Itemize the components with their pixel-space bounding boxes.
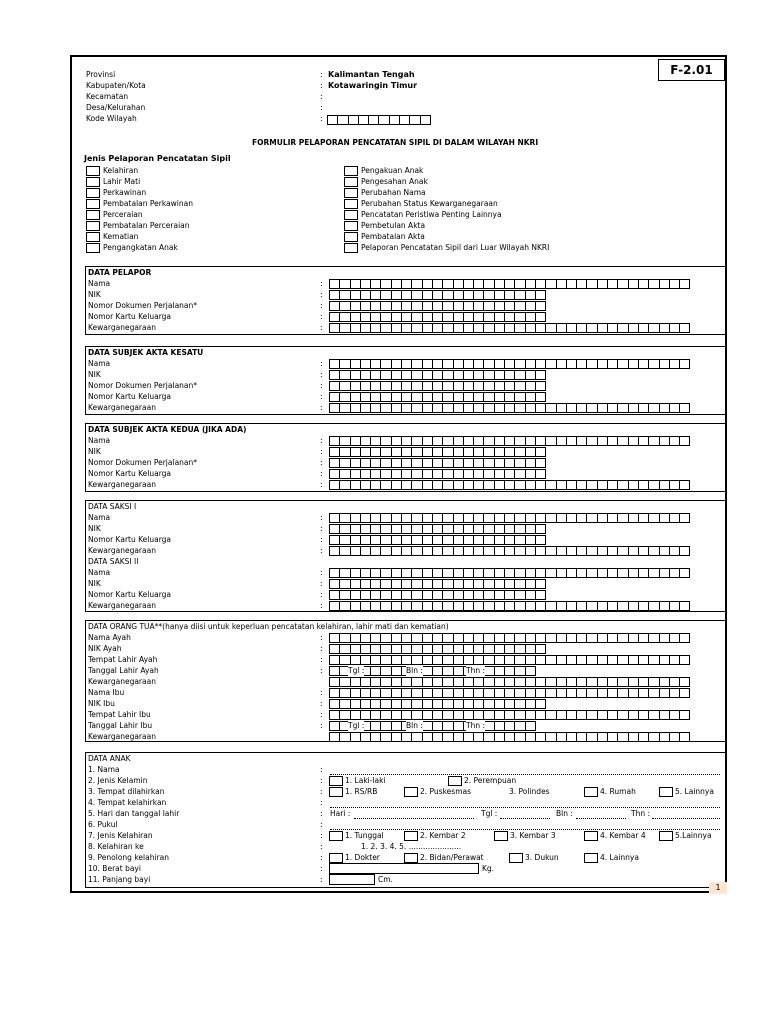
field-label: Kewarganegaraan <box>88 403 156 412</box>
jenis-kelahiran-checkbox[interactable] <box>329 831 343 841</box>
field-label: Kewarganegaraan <box>88 601 156 610</box>
header-label: Kabupaten/Kota <box>86 81 146 90</box>
colon: : <box>320 103 323 112</box>
penolong-checkbox[interactable] <box>329 853 343 863</box>
jenis-checkbox[interactable] <box>344 232 358 242</box>
field-grid[interactable] <box>329 279 689 288</box>
field-label: 5. Hari dan tanggal lahir <box>88 809 180 818</box>
grid-cell[interactable] <box>525 666 536 676</box>
field-label: Kewarganegaraan <box>88 480 156 489</box>
jenis-label: Pengesahan Anak <box>361 177 428 186</box>
tempat-checkbox[interactable] <box>329 787 343 797</box>
field-grid[interactable] <box>329 458 545 467</box>
colon: : <box>320 524 323 533</box>
subjek2-section <box>85 423 726 492</box>
field-label: 6. Pukul <box>88 820 118 829</box>
grid-cell[interactable] <box>679 436 690 446</box>
field-grid[interactable] <box>329 677 689 686</box>
colon: : <box>320 290 323 299</box>
jenis-checkbox[interactable] <box>344 188 358 198</box>
thn-dots[interactable] <box>652 810 720 819</box>
grid-cell[interactable] <box>679 568 690 578</box>
field-grid[interactable] <box>329 370 545 379</box>
tgl-label: Tgl : <box>348 721 365 730</box>
field-label: Nomor Kartu Keluarga <box>88 392 172 401</box>
grid-cell[interactable] <box>420 115 431 125</box>
jenis-checkbox[interactable] <box>86 166 100 176</box>
field-label: NIK <box>88 579 101 588</box>
form-code-box <box>658 59 725 81</box>
tgl-label: Tgl : <box>481 809 498 818</box>
jenis-kelahiran-checkbox[interactable] <box>659 831 673 841</box>
jenis-checkbox[interactable] <box>86 243 100 253</box>
jenis-checkbox[interactable] <box>344 199 358 209</box>
field-label: Nomor Kartu Keluarga <box>88 535 172 544</box>
jenis-label: Pengakuan Anak <box>361 166 424 175</box>
colon: : <box>320 513 323 522</box>
penolong-option: 4. Lainnya <box>600 853 639 862</box>
field-label: Nomor Kartu Keluarga <box>88 469 172 478</box>
field-label: Tanggal Lahir Ayah <box>88 666 159 675</box>
field-label: 11. Panjang bayi <box>88 875 151 884</box>
tempat-option: 4. Rumah <box>600 787 636 796</box>
field-label: Nama <box>88 513 111 522</box>
jenis-checkbox[interactable] <box>344 177 358 187</box>
header-label: Provinsi <box>86 70 116 79</box>
field-label: 9. Penolong kelahiran <box>88 853 169 862</box>
jenis-title: Jenis Pelaporan Pencatatan Sipil <box>84 154 231 163</box>
grid-cell[interactable] <box>535 458 546 468</box>
penolong-option: 1. Dokter <box>345 853 380 862</box>
hari-dots[interactable] <box>354 810 474 819</box>
subjek2-title: DATA SUBJEK AKTA KEDUA (JIKA ADA) <box>88 425 247 434</box>
jk-checkbox-2[interactable] <box>448 776 462 786</box>
colon: : <box>320 765 323 774</box>
tempat-option: 2. Puskesmas <box>420 787 471 796</box>
field-label: Kewarganegaraan <box>88 732 156 741</box>
colon: : <box>320 809 323 818</box>
jenis-checkbox[interactable] <box>86 221 100 231</box>
kode-wilayah-grid[interactable] <box>327 115 430 124</box>
page-number-box <box>709 882 727 894</box>
jenis-kelahiran-option: 3. Kembar 3 <box>510 831 556 840</box>
colon: : <box>320 688 323 697</box>
jenis-checkbox[interactable] <box>344 221 358 231</box>
colon: : <box>320 787 323 796</box>
thn-label: Thn : <box>631 809 650 818</box>
colon: : <box>320 875 323 884</box>
grid-cell[interactable] <box>679 403 690 413</box>
field-label: NIK <box>88 524 101 533</box>
jenis-checkbox[interactable] <box>86 232 100 242</box>
jenis-label: Kelahiran <box>103 166 139 175</box>
penolong-checkbox[interactable] <box>404 853 418 863</box>
field-grid[interactable] <box>329 312 545 321</box>
grid-cell[interactable] <box>679 710 690 720</box>
colon: : <box>320 699 323 708</box>
jenis-kelahiran-option: 4. Kembar 4 <box>600 831 646 840</box>
field-label: NIK <box>88 370 101 379</box>
jenis-kelahiran-checkbox[interactable] <box>494 831 508 841</box>
grid-cell[interactable] <box>679 546 690 556</box>
bln-dots[interactable] <box>576 810 626 819</box>
field-grid[interactable] <box>329 323 689 332</box>
berat-input[interactable] <box>329 863 479 874</box>
colon: : <box>320 279 323 288</box>
field-grid[interactable] <box>329 732 689 741</box>
colon: : <box>320 655 323 664</box>
colon: : <box>320 381 323 390</box>
field-grid[interactable] <box>329 524 545 533</box>
colon: : <box>320 70 323 79</box>
field-grid[interactable] <box>329 392 545 401</box>
field-grid[interactable] <box>329 359 689 368</box>
jenis-label: Pembatalan Perkawinan <box>103 199 193 208</box>
header-value[interactable]: Kotawaringin Timur <box>328 81 418 90</box>
orangtua-section <box>85 620 726 742</box>
colon: : <box>320 447 323 456</box>
tempat-checkbox[interactable] <box>404 787 418 797</box>
penolong-checkbox[interactable] <box>584 853 598 863</box>
bln-label: Bln : <box>406 666 423 675</box>
tempat-option: 5. Lainnya <box>675 787 714 796</box>
field-label: NIK Ayah <box>88 644 122 653</box>
jenis-label: Pembatalan Akta <box>361 232 425 241</box>
grid-cell[interactable] <box>679 279 690 289</box>
field-grid[interactable] <box>329 436 689 445</box>
colon: : <box>320 633 323 642</box>
jenis-label: Perubahan Status Kewarganegaraan <box>361 199 498 208</box>
header-value[interactable]: Kalimantan Tengah <box>328 70 415 79</box>
field-grid[interactable] <box>329 513 689 522</box>
jenis-checkbox[interactable] <box>344 210 358 220</box>
tempat-checkbox[interactable] <box>659 787 673 797</box>
colon: : <box>320 590 323 599</box>
jenis-kelahiran-option: 2. Kembar 2 <box>420 831 466 840</box>
colon: : <box>320 831 323 840</box>
field-grid[interactable] <box>329 546 689 555</box>
grid-cell[interactable] <box>679 480 690 490</box>
field-grid[interactable] <box>329 633 689 642</box>
field-label: 10. Berat bayi <box>88 864 141 873</box>
grid-cell[interactable] <box>535 579 546 589</box>
bln-label: Bln : <box>406 721 423 730</box>
colon: : <box>320 601 323 610</box>
colon: : <box>320 81 323 90</box>
grid-cell[interactable] <box>535 301 546 311</box>
jenis-label: Pengangkatan Anak <box>103 243 178 252</box>
pukul-dots[interactable] <box>330 821 720 830</box>
field-grid[interactable] <box>329 535 545 544</box>
colon: : <box>320 480 323 489</box>
colon: : <box>320 776 323 785</box>
subjek1-title: DATA SUBJEK AKTA KESATU <box>88 348 204 357</box>
jenis-label: Perubahan Nama <box>361 188 426 197</box>
tgl-label: Tgl : <box>348 666 365 675</box>
colon: : <box>320 312 323 321</box>
saksi2-title: DATA SAKSI II <box>88 557 139 566</box>
field-label: Kewarganegaraan <box>88 677 156 686</box>
penolong-checkbox[interactable] <box>509 853 523 863</box>
colon: : <box>320 392 323 401</box>
field-label: NIK <box>88 290 101 299</box>
field-grid[interactable] <box>329 381 545 390</box>
colon: : <box>320 92 323 101</box>
field-label: Nama <box>88 436 111 445</box>
thn-label: Thn : <box>466 721 485 730</box>
colon: : <box>320 721 323 730</box>
jenis-checkbox[interactable] <box>344 166 358 176</box>
jenis-checkbox[interactable] <box>86 199 100 209</box>
grid-cell[interactable] <box>679 633 690 643</box>
field-grid[interactable] <box>329 579 545 588</box>
field-label: Nama Ayah <box>88 633 131 642</box>
grid-cell[interactable] <box>535 535 546 545</box>
grid-cell[interactable] <box>679 601 690 611</box>
colon: : <box>320 436 323 445</box>
thn-label: Thn : <box>466 666 485 675</box>
tempat-option: 3. Polindes <box>509 787 550 796</box>
form-title: FORMULIR PELAPORAN PENCATATAN SIPIL DI DALAM WILAYAH NKRI <box>252 138 539 147</box>
field-label: Nomor Kartu Keluarga <box>88 312 172 321</box>
pelapor-section <box>85 266 726 335</box>
colon: : <box>320 535 323 544</box>
field-label: 1. Nama <box>88 765 120 774</box>
jenis-label: Pembatalan Perceraian <box>103 221 190 230</box>
colon: : <box>320 644 323 653</box>
jenis-checkbox[interactable] <box>86 210 100 220</box>
jenis-label: Pelaporan Pencatatan Sipil dari Luar Wilayah NKRI <box>361 243 550 252</box>
jenis-kelahiran-checkbox[interactable] <box>404 831 418 841</box>
grid-cell[interactable] <box>535 699 546 709</box>
field-grid[interactable] <box>329 710 689 719</box>
field-label: NIK Ibu <box>88 699 115 708</box>
colon: : <box>320 458 323 467</box>
form-page <box>70 55 727 893</box>
header-label: Kode Wilayah <box>86 114 137 123</box>
colon: : <box>320 798 323 807</box>
header-label: Kecamatan <box>86 92 129 101</box>
jk-option-2: 2. Perempuan <box>464 776 517 785</box>
panjang-input[interactable] <box>329 874 375 885</box>
grid-cell[interactable] <box>535 392 546 402</box>
field-label: Nama <box>88 359 111 368</box>
field-grid[interactable] <box>329 699 545 708</box>
field-label: 4. Tempat kelahirkan <box>88 798 167 807</box>
jenis-kelahiran-option: 5.Lainnya <box>675 831 712 840</box>
orangtua-title: DATA ORANG TUA**(hanya diisi untuk keperluan pencatatan kelahiran, lahir mati dan kematian) <box>88 622 449 631</box>
colon: : <box>320 469 323 478</box>
colon: : <box>320 710 323 719</box>
field-grid[interactable] <box>329 290 545 299</box>
jenis-kelahiran-checkbox[interactable] <box>584 831 598 841</box>
colon: : <box>320 864 323 873</box>
hari-label: Hari : <box>330 809 351 818</box>
field-label: Tanggal Lahir Ibu <box>88 721 153 730</box>
jk-checkbox-1[interactable] <box>329 776 343 786</box>
field-grid[interactable] <box>329 590 545 599</box>
field-label: Nama <box>88 568 111 577</box>
tempat-checkbox[interactable] <box>584 787 598 797</box>
colon: : <box>320 323 323 332</box>
grid-cell[interactable] <box>535 312 546 322</box>
grid-cell[interactable] <box>535 370 546 380</box>
jenis-checkbox[interactable] <box>344 243 358 253</box>
jenis-kelahiran-option: 1. Tunggal <box>345 831 384 840</box>
field-label: 2. Jenis Kelamin <box>88 776 148 785</box>
field-label: Nomor Dokumen Perjalanan* <box>88 458 198 467</box>
grid-cell[interactable] <box>679 655 690 665</box>
jenis-label: Kematian <box>103 232 139 241</box>
subjek1-section <box>85 346 726 415</box>
field-label: 3. Tempat dilahirkan <box>88 787 165 796</box>
cm-label: Cm. <box>378 875 393 884</box>
field-grid[interactable] <box>329 601 689 610</box>
colon: : <box>320 114 323 123</box>
grid-cell[interactable] <box>535 381 546 391</box>
jenis-checkbox[interactable] <box>86 188 100 198</box>
nama-dots[interactable] <box>330 766 720 775</box>
field-label: NIK <box>88 447 101 456</box>
colon: : <box>320 579 323 588</box>
grid-cell[interactable] <box>679 732 690 742</box>
field-label: Kewarganegaraan <box>88 323 156 332</box>
page-number: 1 <box>715 883 721 892</box>
header-label: Desa/Kelurahan <box>86 103 146 112</box>
colon: : <box>320 853 323 862</box>
field-label: Kewarganegaraan <box>88 546 156 555</box>
kelahiran-ke-options: 1. 2. 3. 4. 5. ...................... <box>361 842 462 851</box>
jenis-label: Pembetulan Akta <box>361 221 426 230</box>
field-label: Nomor Dokumen Perjalanan* <box>88 381 198 390</box>
field-label: Tempat Lahir Ibu <box>88 710 151 719</box>
grid-cell[interactable] <box>525 721 536 731</box>
jenis-label: Perceraian <box>103 210 143 219</box>
jenis-label: Perkawinan <box>103 188 147 197</box>
field-grid[interactable] <box>329 655 689 664</box>
field-grid[interactable] <box>329 644 545 653</box>
pelapor-title: DATA PELAPOR <box>88 268 152 277</box>
grid-cell[interactable] <box>535 469 546 479</box>
saksi1-title: DATA SAKSI I <box>88 502 137 511</box>
grid-cell[interactable] <box>679 677 690 687</box>
grid-cell[interactable] <box>535 524 546 534</box>
field-label: Nomor Kartu Keluarga <box>88 590 172 599</box>
saksi-section <box>85 500 726 612</box>
field-label: Nama Ibu <box>88 688 125 697</box>
form-code: F-2.01 <box>670 63 713 77</box>
colon: : <box>320 370 323 379</box>
field-grid[interactable] <box>329 403 689 412</box>
penolong-option: 2. Bidan/Perawat <box>420 853 484 862</box>
field-grid[interactable] <box>329 301 545 310</box>
field-label: 7. Jenis Kelahiran <box>88 831 153 840</box>
colon: : <box>320 301 323 310</box>
kg-label: Kg. <box>482 864 495 873</box>
colon: : <box>320 359 323 368</box>
field-label: 8. Kelahiran ke <box>88 842 144 851</box>
grid-cell[interactable] <box>679 513 690 523</box>
colon: : <box>320 820 323 829</box>
jenis-label: Lahir Mati <box>103 177 141 186</box>
field-grid[interactable] <box>329 480 689 489</box>
grid-cell[interactable] <box>535 644 546 654</box>
colon: : <box>320 403 323 412</box>
field-grid[interactable] <box>329 688 689 697</box>
grid-cell[interactable] <box>679 688 690 698</box>
tempat-kelahiran-dots[interactable] <box>330 799 720 808</box>
bln-label: Bln : <box>556 809 573 818</box>
field-grid[interactable] <box>329 469 545 478</box>
anak-title: DATA ANAK <box>88 754 131 763</box>
colon: : <box>320 842 323 851</box>
colon: : <box>320 666 323 675</box>
colon: : <box>320 568 323 577</box>
colon: : <box>320 546 323 555</box>
jenis-label: Pencatatan Peristiwa Penting Lainnya <box>361 210 502 219</box>
field-label: Nama <box>88 279 111 288</box>
grid-cell[interactable] <box>679 323 690 333</box>
grid-cell[interactable] <box>535 590 546 600</box>
grid-cell[interactable] <box>535 447 546 457</box>
jk-option-1: 1. Laki-laki <box>345 776 386 785</box>
field-grid[interactable] <box>329 568 689 577</box>
field-label: Nomor Dokumen Perjalanan* <box>88 301 198 310</box>
field-label: Tempat Lahir Ayah <box>88 655 158 664</box>
tgl-dots[interactable] <box>500 810 550 819</box>
jenis-checkbox[interactable] <box>86 177 100 187</box>
grid-cell[interactable] <box>535 290 546 300</box>
grid-cell[interactable] <box>679 359 690 369</box>
tempat-option: 1. RS/RB <box>345 787 378 796</box>
penolong-option: 3. Dukun <box>525 853 559 862</box>
field-grid[interactable] <box>329 447 545 456</box>
anak-section <box>85 752 726 888</box>
